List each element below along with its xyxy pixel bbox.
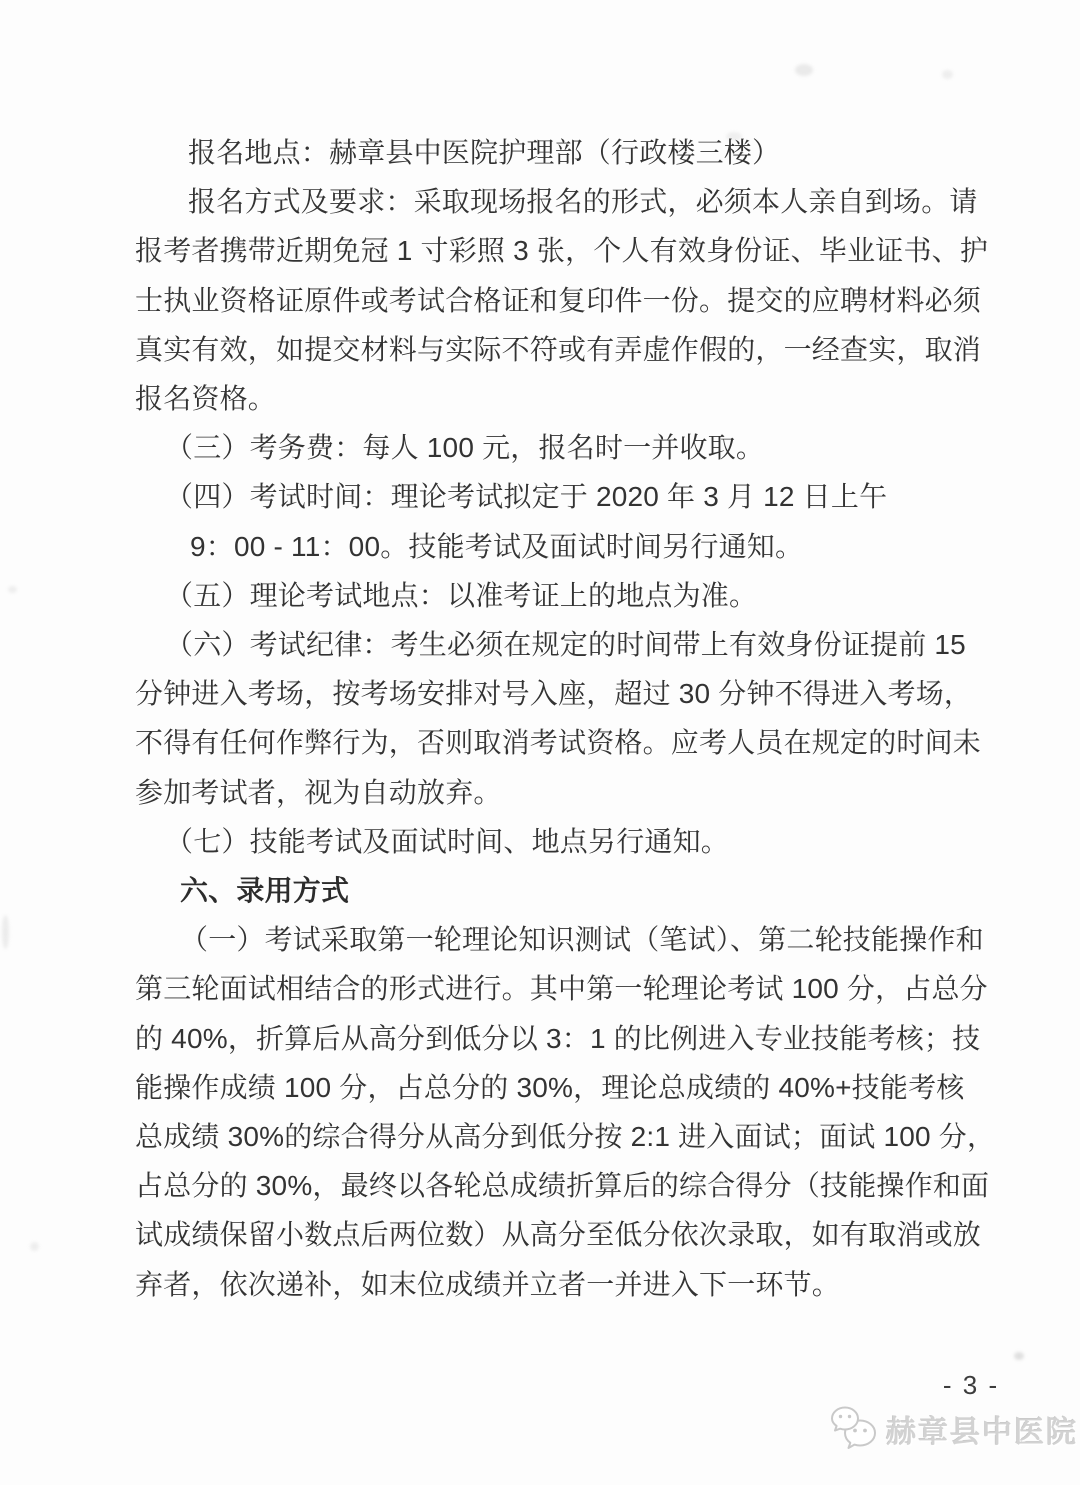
watermark	[831, 1406, 1078, 1452]
document-line: 第三轮面试相结合的形式进行。其中第一轮理论考试 100 分，占总分	[135, 973, 988, 1004]
scan-artifact	[30, 1242, 39, 1251]
scan-artifact	[1014, 1352, 1024, 1360]
document-line: 弃者，依次递补，如末位成绩并立者一并进入下一环节。	[135, 1269, 841, 1300]
document-line: 不得有任何作弊行为，否则取消考试资格。应考人员在规定的时间未	[135, 727, 982, 758]
section-heading: 六、录用方式	[180, 875, 350, 906]
document-line: （七）技能考试及面试时间、地点另行通知。	[165, 826, 730, 857]
document-line: （四）考试时间：理论考试拟定于 2020 年 3 月 12 日上午	[165, 481, 888, 512]
document-line: （三）考务费：每人 100 元，报名时一并收取。	[165, 432, 765, 463]
scan-artifact	[942, 70, 953, 79]
document-line: 占总分的 30%，最终以各轮总成绩折算后的综合得分（技能操作和面	[135, 1170, 990, 1201]
document-line: 真实有效，如提交材料与实际不符或有弄虚作假的，一经查实，取消	[135, 334, 982, 365]
document-line: 试成绩保留小数点后两位数）从高分至低分依次录取，如有取消或放	[135, 1219, 982, 1250]
wechat-icon	[831, 1406, 879, 1452]
document-line: 报名方式及要求：采取现场报名的形式，必须本人亲自到场。请	[188, 186, 978, 217]
document-line: 报名资格。	[135, 383, 277, 414]
document-line: （一）考试采取第一轮理论知识测试（笔试）、第二轮技能操作和	[180, 924, 984, 955]
document-line: 分钟进入考场，按考场安排对号入座，超过 30 分钟不得进入考场，	[135, 678, 973, 709]
page-number: - 3 -	[942, 1370, 1000, 1400]
document-line: 总成绩 30%的综合得分从高分到低分按 2:1 进入面试；面试 100 分，	[135, 1121, 996, 1152]
scan-artifact	[726, 132, 742, 141]
document-line: （五）理论考试地点：以准考证上的地点为准。	[165, 580, 758, 611]
document-line: 参加考试者，视为自动放弃。	[135, 777, 502, 808]
document-line: 能操作成绩 100 分，占总分的 30%，理论总成绩的 40%+技能考核	[135, 1072, 965, 1103]
scan-artifact	[2, 915, 9, 949]
document-line: 报名地点：赫章县中医院护理部（行政楼三楼）	[188, 137, 781, 168]
document-line: 9：00 - 11：00。技能考试及面试时间另行通知。	[190, 531, 804, 562]
document-line: 报考者携带近期免冠 1 寸彩照 3 张，个人有效身份证、毕业证书、护	[135, 235, 989, 266]
watermark-label: 赫章县中医院	[886, 1416, 1078, 1449]
scan-artifact	[8, 586, 17, 593]
document-line: （六）考试纪律：考生必须在规定的时间带上有效身份证提前 15	[165, 629, 966, 660]
document-line: 的 40%，折算后从高分到低分以 3：1 的比例进入专业技能考核；技	[135, 1023, 981, 1054]
scan-artifact	[795, 64, 813, 76]
document-line: 士执业资格证原件或考试合格证和复印件一份。提交的应聘材料必须	[135, 285, 982, 316]
